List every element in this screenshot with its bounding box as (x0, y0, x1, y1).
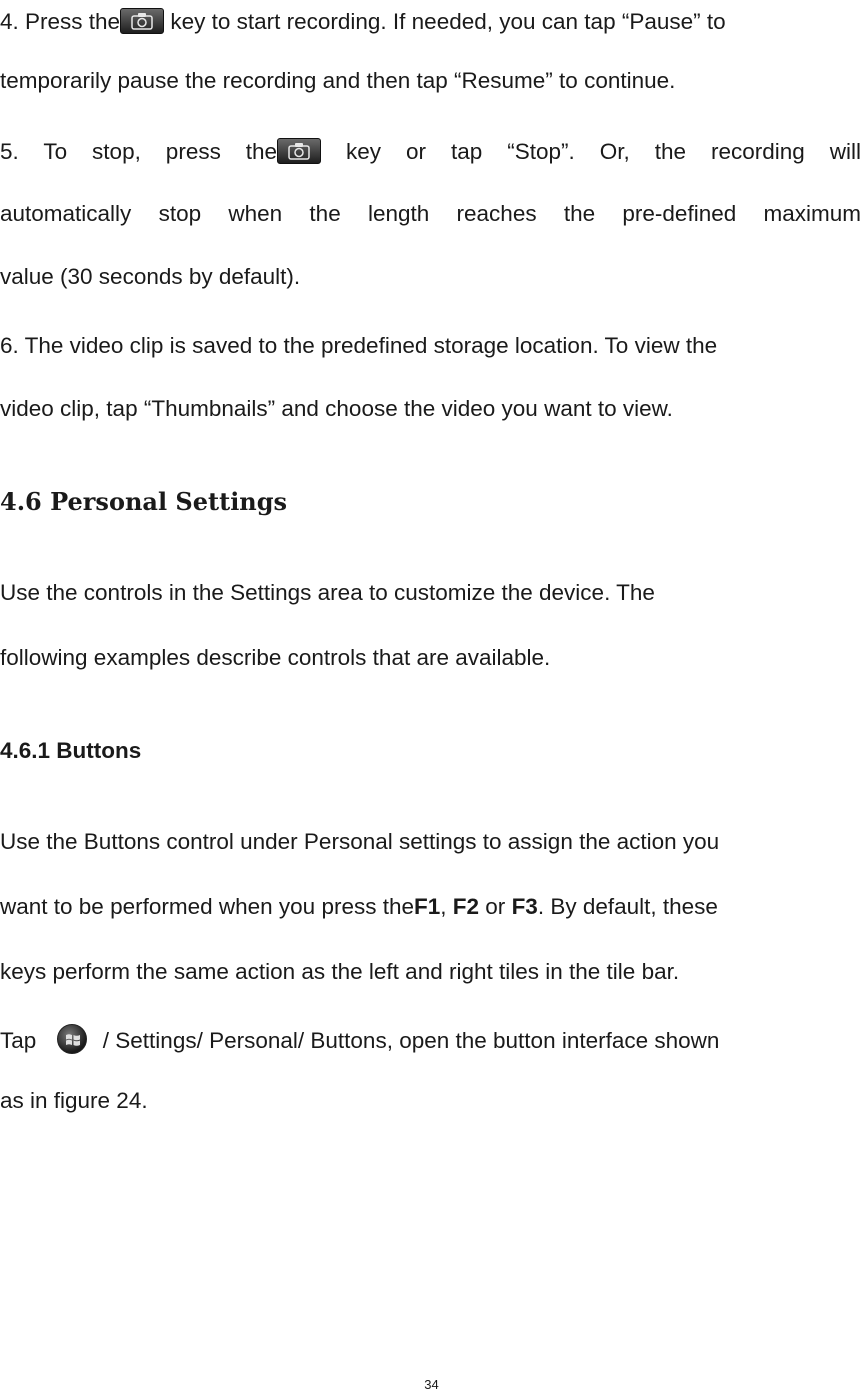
buttons-paragraph-line-3: keys perform the same action as the left and right tiles in the tile bar. (0, 959, 680, 984)
section-paragraph-line-1: Use the controls in the Settings area to customize the device. The (0, 580, 655, 605)
section-heading: 4.6 Personal Settings (0, 487, 288, 516)
buttons-paragraph-line-4: Tap / Settings/ Personal/ Buttons, open the button interface shown (0, 1024, 863, 1054)
subsection-heading: 4.6.1 Buttons (0, 738, 142, 763)
buttons-paragraph-line-5: as in figure 24. (0, 1088, 148, 1113)
step-5-line-1: 5. To stop, press the key or tap “Stop”. Or, the recording will (0, 139, 861, 164)
camera-key-icon (277, 138, 321, 164)
windows-start-icon (57, 1024, 87, 1054)
buttons-paragraph-line-1: Use the Buttons control under Personal settings to assign the action you (0, 829, 720, 854)
f3-key-label: F3 (511, 894, 538, 919)
step-6-line-2: video clip, tap “Thumbnails” and choose the video you want to view. (0, 396, 673, 421)
step-4-line-1: 4. Press the key to start recording. If needed, you can tap “Pause” to (0, 9, 726, 34)
step-5-line-3: value (30 seconds by default). (0, 264, 301, 289)
f2-key-label: F2 (452, 894, 480, 919)
camera-key-icon (120, 8, 164, 34)
step-4-line-2: temporarily pause the recording and then tap “Resume” to continue. (0, 68, 676, 93)
f1-key-label: F1 (414, 894, 441, 919)
buttons-paragraph-line-2: want to be performed when you press theF1, F2 or F3. By default, these (0, 894, 718, 919)
section-paragraph-line-2: following examples describe controls that are available. (0, 645, 551, 670)
step-6-line-1: 6. The video clip is saved to the predefined storage location. To view the (0, 333, 718, 358)
page-number: 34 (424, 1377, 439, 1392)
step-5-line-2: automatically stop when the length reaches the pre-defined maximum (0, 201, 861, 226)
